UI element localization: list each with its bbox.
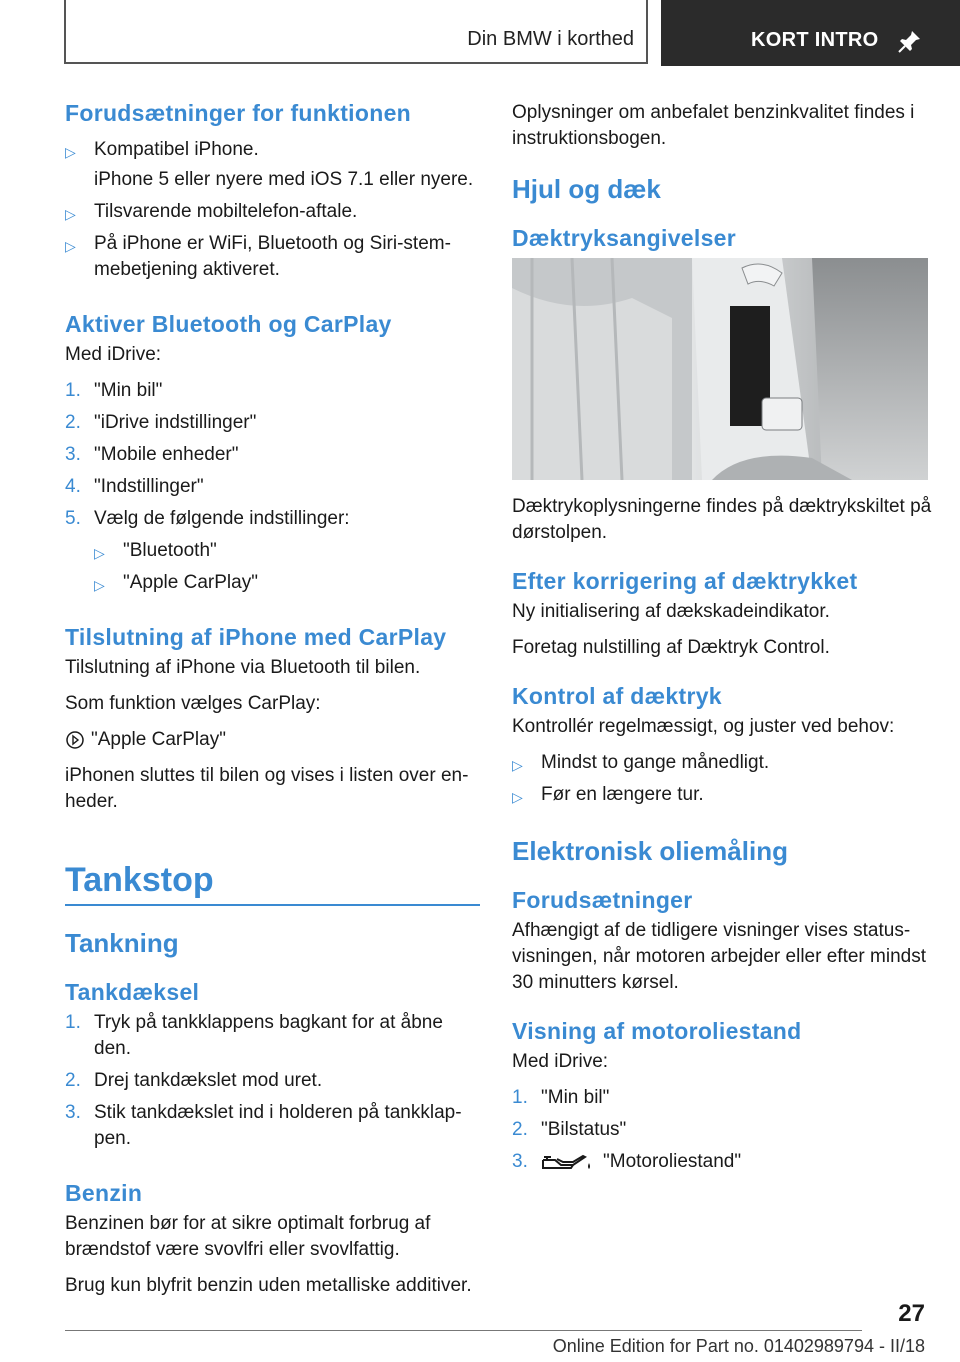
step-number: 2. [512, 1119, 528, 1140]
left-column [65, 100, 480, 1309]
step-number: 3. [65, 444, 81, 465]
oil-prereq-paragraph: Afhængigt af de tidligere visninger vises statusvisningen, når motoren arbejder eller efter mindst 30 minutters kørsel. [512, 920, 926, 993]
step-text: Tryk på tankklappens bagkant for at åbne den. [94, 1012, 443, 1059]
pressure-heading: Dæktryksangivelser [512, 225, 737, 251]
step-item [65, 378, 480, 404]
header-breadcrumb-box [64, 0, 648, 64]
correct-heading: Efter korrigering af dæktrykket [512, 568, 858, 594]
step-item [65, 474, 480, 500]
right-column [512, 100, 932, 1181]
step-text: "iDrive indstillinger" [94, 412, 257, 433]
step-item [512, 1085, 932, 1111]
step-number: 2. [65, 412, 81, 433]
list-item-text: På iPhone er WiFi, Bluetooth og Siri-stemmebetjening aktiveret. [94, 233, 451, 280]
step-item [65, 1100, 480, 1152]
step-text: "Indstillinger" [94, 476, 204, 497]
step-number: 1. [65, 380, 81, 401]
triangle-bullet-icon: ▷ [94, 577, 105, 593]
triangle-bullet-icon: ▷ [512, 757, 523, 773]
list-item [65, 199, 480, 225]
sub-list-item [65, 570, 480, 596]
door-pillar-photo [512, 258, 928, 480]
petrol-paragraph: Brug kun blyfrit benzin uden metalliske additiver. [65, 1275, 472, 1296]
triangle-bullet-icon: ▷ [512, 789, 523, 805]
step-number: 2. [65, 1070, 81, 1091]
step-number: 3. [65, 1102, 81, 1123]
cover-heading: Tankdæksel [65, 979, 200, 1005]
triangle-bullet-icon: ▷ [94, 545, 105, 561]
chapter-heading: Tankstop [65, 861, 214, 899]
connect-paragraph: Som funktion vælges CarPlay: [65, 693, 321, 714]
pin-icon [897, 28, 923, 54]
breadcrumb[interactable]: Din BMW i korthed [467, 28, 634, 50]
step-number: 3. [512, 1151, 528, 1172]
connect-option [65, 727, 480, 753]
list-item [512, 750, 932, 776]
option-label: "Apple CarPlay" [91, 729, 226, 750]
check-heading: Kontrol af dæktryk [512, 683, 722, 709]
step-text: "Min bil" [541, 1087, 610, 1108]
step-item [65, 506, 480, 532]
page-footer [65, 1300, 925, 1360]
oil-intro: Med iDrive: [512, 1051, 609, 1072]
step-number: 1. [65, 1012, 81, 1033]
list-item [65, 231, 480, 283]
page-number: 27 [898, 1300, 925, 1327]
page-header [0, 0, 960, 66]
step-text: Drej tankdækslet mod uret. [94, 1070, 323, 1091]
activate-heading: Aktiver Bluetooth og CarPlay [65, 311, 392, 337]
step-text: "Bilstatus" [541, 1119, 627, 1140]
activate-intro: Med iDrive: [65, 344, 162, 365]
step-item [65, 1068, 480, 1094]
section-title[interactable]: KORT INTRO [751, 29, 879, 51]
triangle-bullet-icon: ▷ [65, 206, 76, 222]
oil-display-heading: Visning af motoroliestand [512, 1018, 802, 1044]
correct-paragraph: Foretag nulstilling af Dæktryk Control. [512, 637, 830, 658]
oil-can-icon [541, 1151, 593, 1173]
edition-text: Online Edition for Part no. 01402989794 - II/18 [552, 1336, 925, 1356]
section-heading: Elektronisk oliemåling [512, 836, 788, 866]
list-item-note: iPhone 5 eller nyere med iOS 7.1 eller nyere. [94, 169, 474, 190]
prereq-heading: Forudsætninger for funktionen [65, 100, 412, 126]
step-text: Vælg de følgende indstillinger: [94, 508, 350, 529]
chapter-heading-wrap [65, 861, 480, 906]
triangle-bullet-icon: ▷ [65, 238, 76, 254]
pressure-paragraph: Dæktrykoplysningerne findes på dæktrykskiltet på dørstolpen. [512, 496, 932, 543]
list-item-text: Før en længere tur. [541, 784, 704, 805]
petrol-paragraph: Benzinen bør for at sikre optimalt forbrug af brændstof være svovlfri eller svovlfattig. [65, 1213, 431, 1260]
step-number: 4. [65, 476, 81, 497]
list-item [512, 782, 932, 808]
connect-heading: Tilslutning af iPhone med CarPlay [65, 624, 447, 650]
oil-prereq-heading: Forudsætninger [512, 887, 693, 913]
sub-list-item [65, 538, 480, 564]
step-item [65, 410, 480, 436]
correct-paragraph: Ny initialisering af dækskadeindikator. [512, 601, 830, 622]
step-item [512, 1117, 932, 1143]
connect-paragraph: Tilslutning af iPhone via Bluetooth til bilen. [65, 657, 421, 678]
footer-divider [65, 1330, 862, 1331]
step-text: "Mobile enheder" [94, 444, 239, 465]
play-circle-icon [65, 730, 85, 750]
list-item [65, 137, 480, 193]
section-heading: Hjul og dæk [512, 174, 661, 204]
sub-item-text: "Apple CarPlay" [123, 572, 258, 593]
step-item [512, 1149, 932, 1175]
petrol-heading: Benzin [65, 1180, 143, 1206]
step-number: 5. [65, 508, 81, 529]
step-item [65, 1010, 480, 1062]
list-item-text: Kompatibel iPhone. [94, 139, 259, 160]
step-text: "Min bil" [94, 380, 163, 401]
triangle-bullet-icon: ▷ [65, 144, 76, 160]
list-item-text: Tilsvarende mobiltelefon-aftale. [94, 201, 358, 222]
section-heading: Tankning [65, 928, 179, 958]
header-section-box [661, 0, 960, 66]
step-number: 1. [512, 1087, 528, 1108]
step-text: "Motoroliestand" [603, 1151, 742, 1172]
connect-paragraph: iPhonen sluttes til bilen og vises i listen over enheder. [65, 765, 469, 812]
check-paragraph: Kontrollér regelmæssigt, og juster ved behov: [512, 716, 895, 737]
step-item [65, 442, 480, 468]
sub-item-text: "Bluetooth" [123, 540, 217, 561]
continued-paragraph: Oplysninger om anbefalet benzinkvalitet findes i instruktionsbogen. [512, 102, 915, 149]
list-item-text: Mindst to gange månedligt. [541, 752, 770, 773]
step-text: Stik tankdækslet ind i holderen på tankklappen. [94, 1102, 462, 1149]
